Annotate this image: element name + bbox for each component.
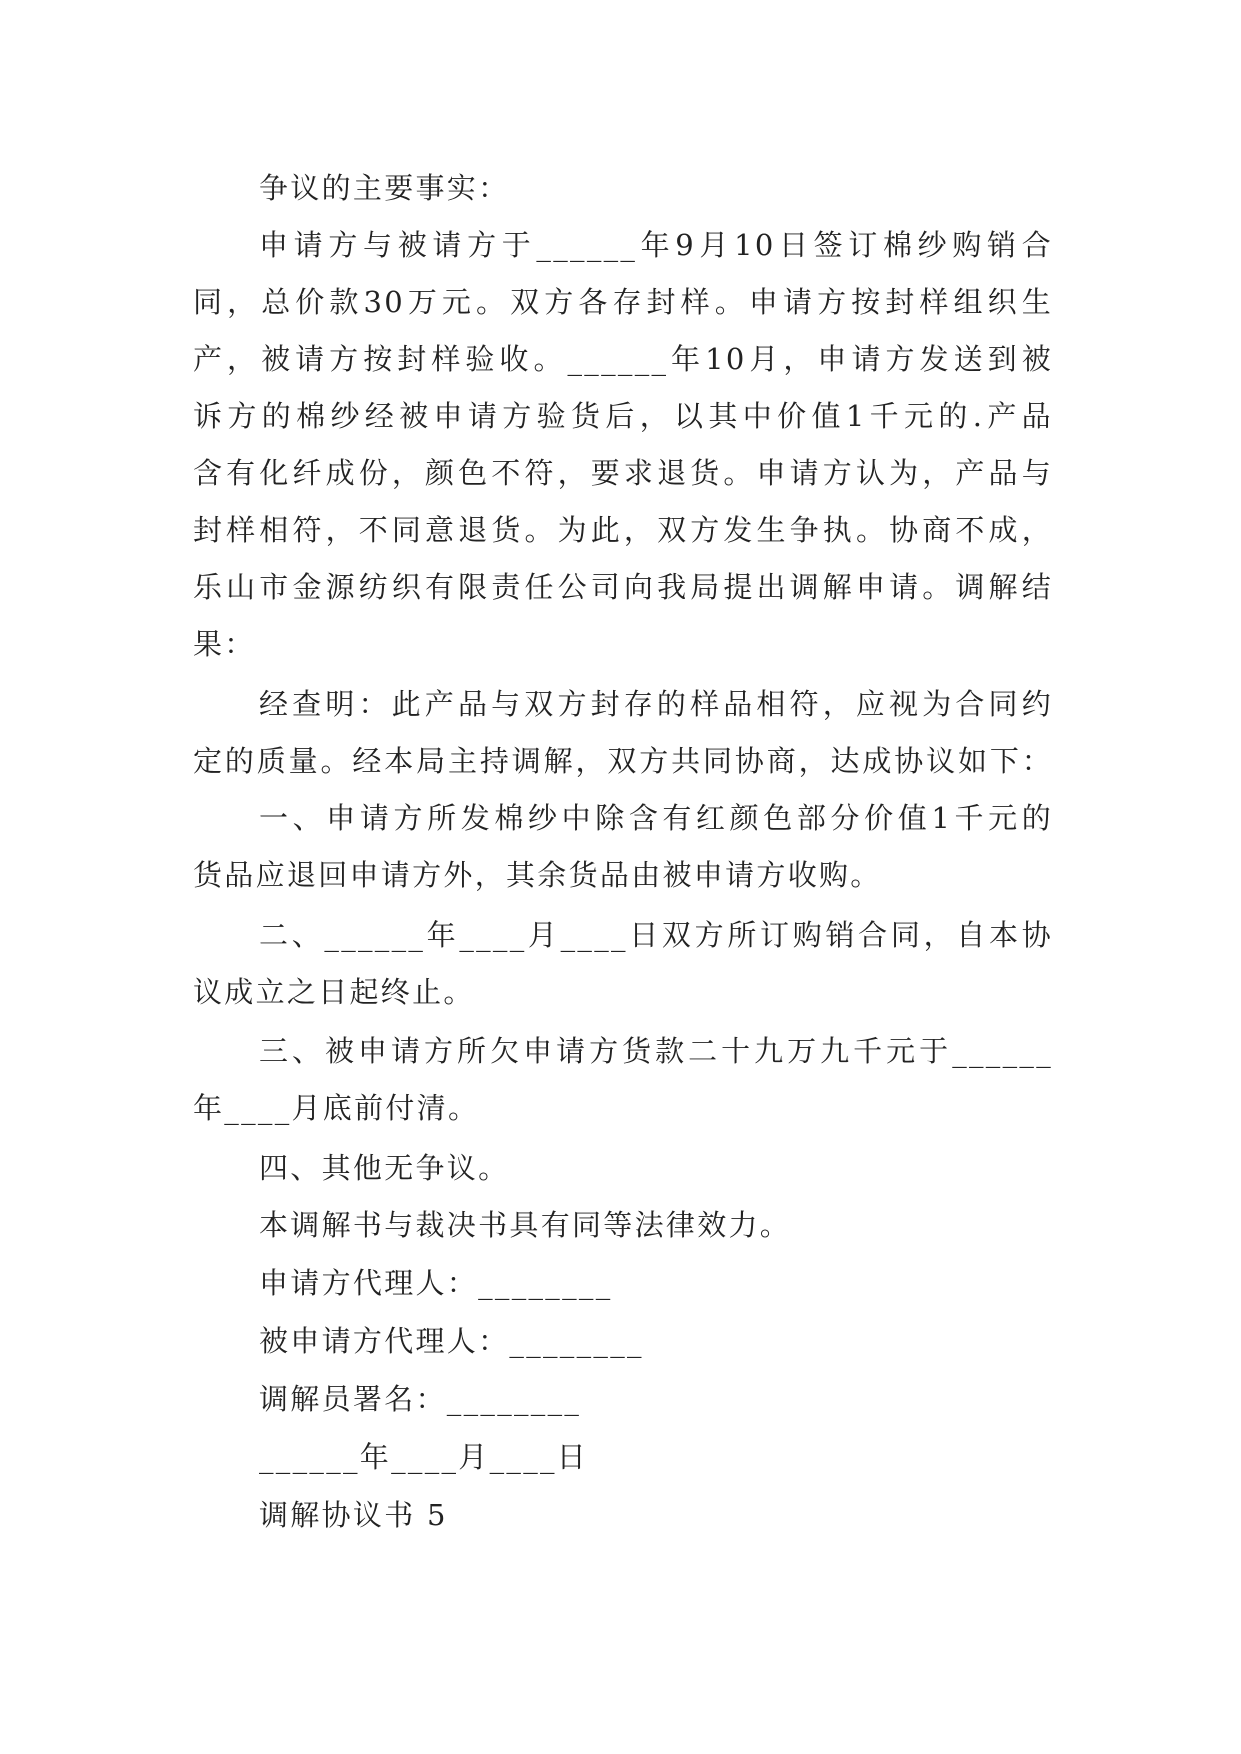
applicant-agent-signature-line: 申请方代理人：________: [259, 1266, 613, 1300]
paragraph-line: 议成立之日起终止。: [193, 975, 475, 1009]
date-line: ______年____月____日: [259, 1440, 589, 1474]
legal-effect-statement: 本调解书与裁决书具有同等法律效力。: [259, 1208, 792, 1242]
agreement-item-1: 一、申请方所发棉纱中除含有红颜色部分价值1千元的: [259, 801, 1053, 835]
respondent-agent-signature-line: 被申请方代理人：________: [259, 1324, 644, 1358]
paragraph-line: 申请方与被请方于______年9月10日签订棉纱购销合: [259, 228, 1053, 262]
paragraph-line: 果：: [193, 627, 256, 661]
paragraph-line: 含有化纤成份，颜色不符，要求退货。申请方认为，产品与: [193, 456, 1053, 490]
agreement-item-2: 二、______年____月____日双方所订购销合同，自本协: [259, 918, 1053, 952]
paragraph-line: 货品应退回申请方外，其余货品由被申请方收购。: [193, 858, 882, 892]
agreement-item-4: 四、其他无争议。: [259, 1151, 510, 1185]
agreement-item-3: 三、被申请方所欠申请方货款二十九万九千元于______: [259, 1034, 1053, 1068]
paragraph-line: 经查明：此产品与双方封存的样品相符，应视为合同约: [259, 687, 1053, 721]
paragraph-line: 年____月底前付清。: [193, 1091, 480, 1125]
paragraph-line: 定的质量。经本局主持调解，双方共同协商，达成协议如下：: [193, 744, 1053, 778]
paragraph-line: 诉方的棉纱经被申请方验货后，以其中价值1千元的.产品: [193, 399, 1053, 433]
paragraph-line: 乐山市金源纺织有限责任公司向我局提出调解申请。调解结: [193, 570, 1053, 604]
section-heading-dispute-facts: 争议的主要事实：: [259, 171, 510, 205]
paragraph-line: 产，被请方按封样验收。______年10月，申请方发送到被: [193, 342, 1053, 376]
paragraph-line: 封样相符，不同意退货。为此，双方发生争执。协商不成，: [193, 513, 1053, 547]
mediator-signature-line: 调解员署名：________: [259, 1382, 582, 1416]
paragraph-line: 同，总价款30万元。双方各存封样。申请方按封样组织生: [193, 285, 1053, 319]
next-section-title: 调解协议书 5: [259, 1498, 448, 1532]
